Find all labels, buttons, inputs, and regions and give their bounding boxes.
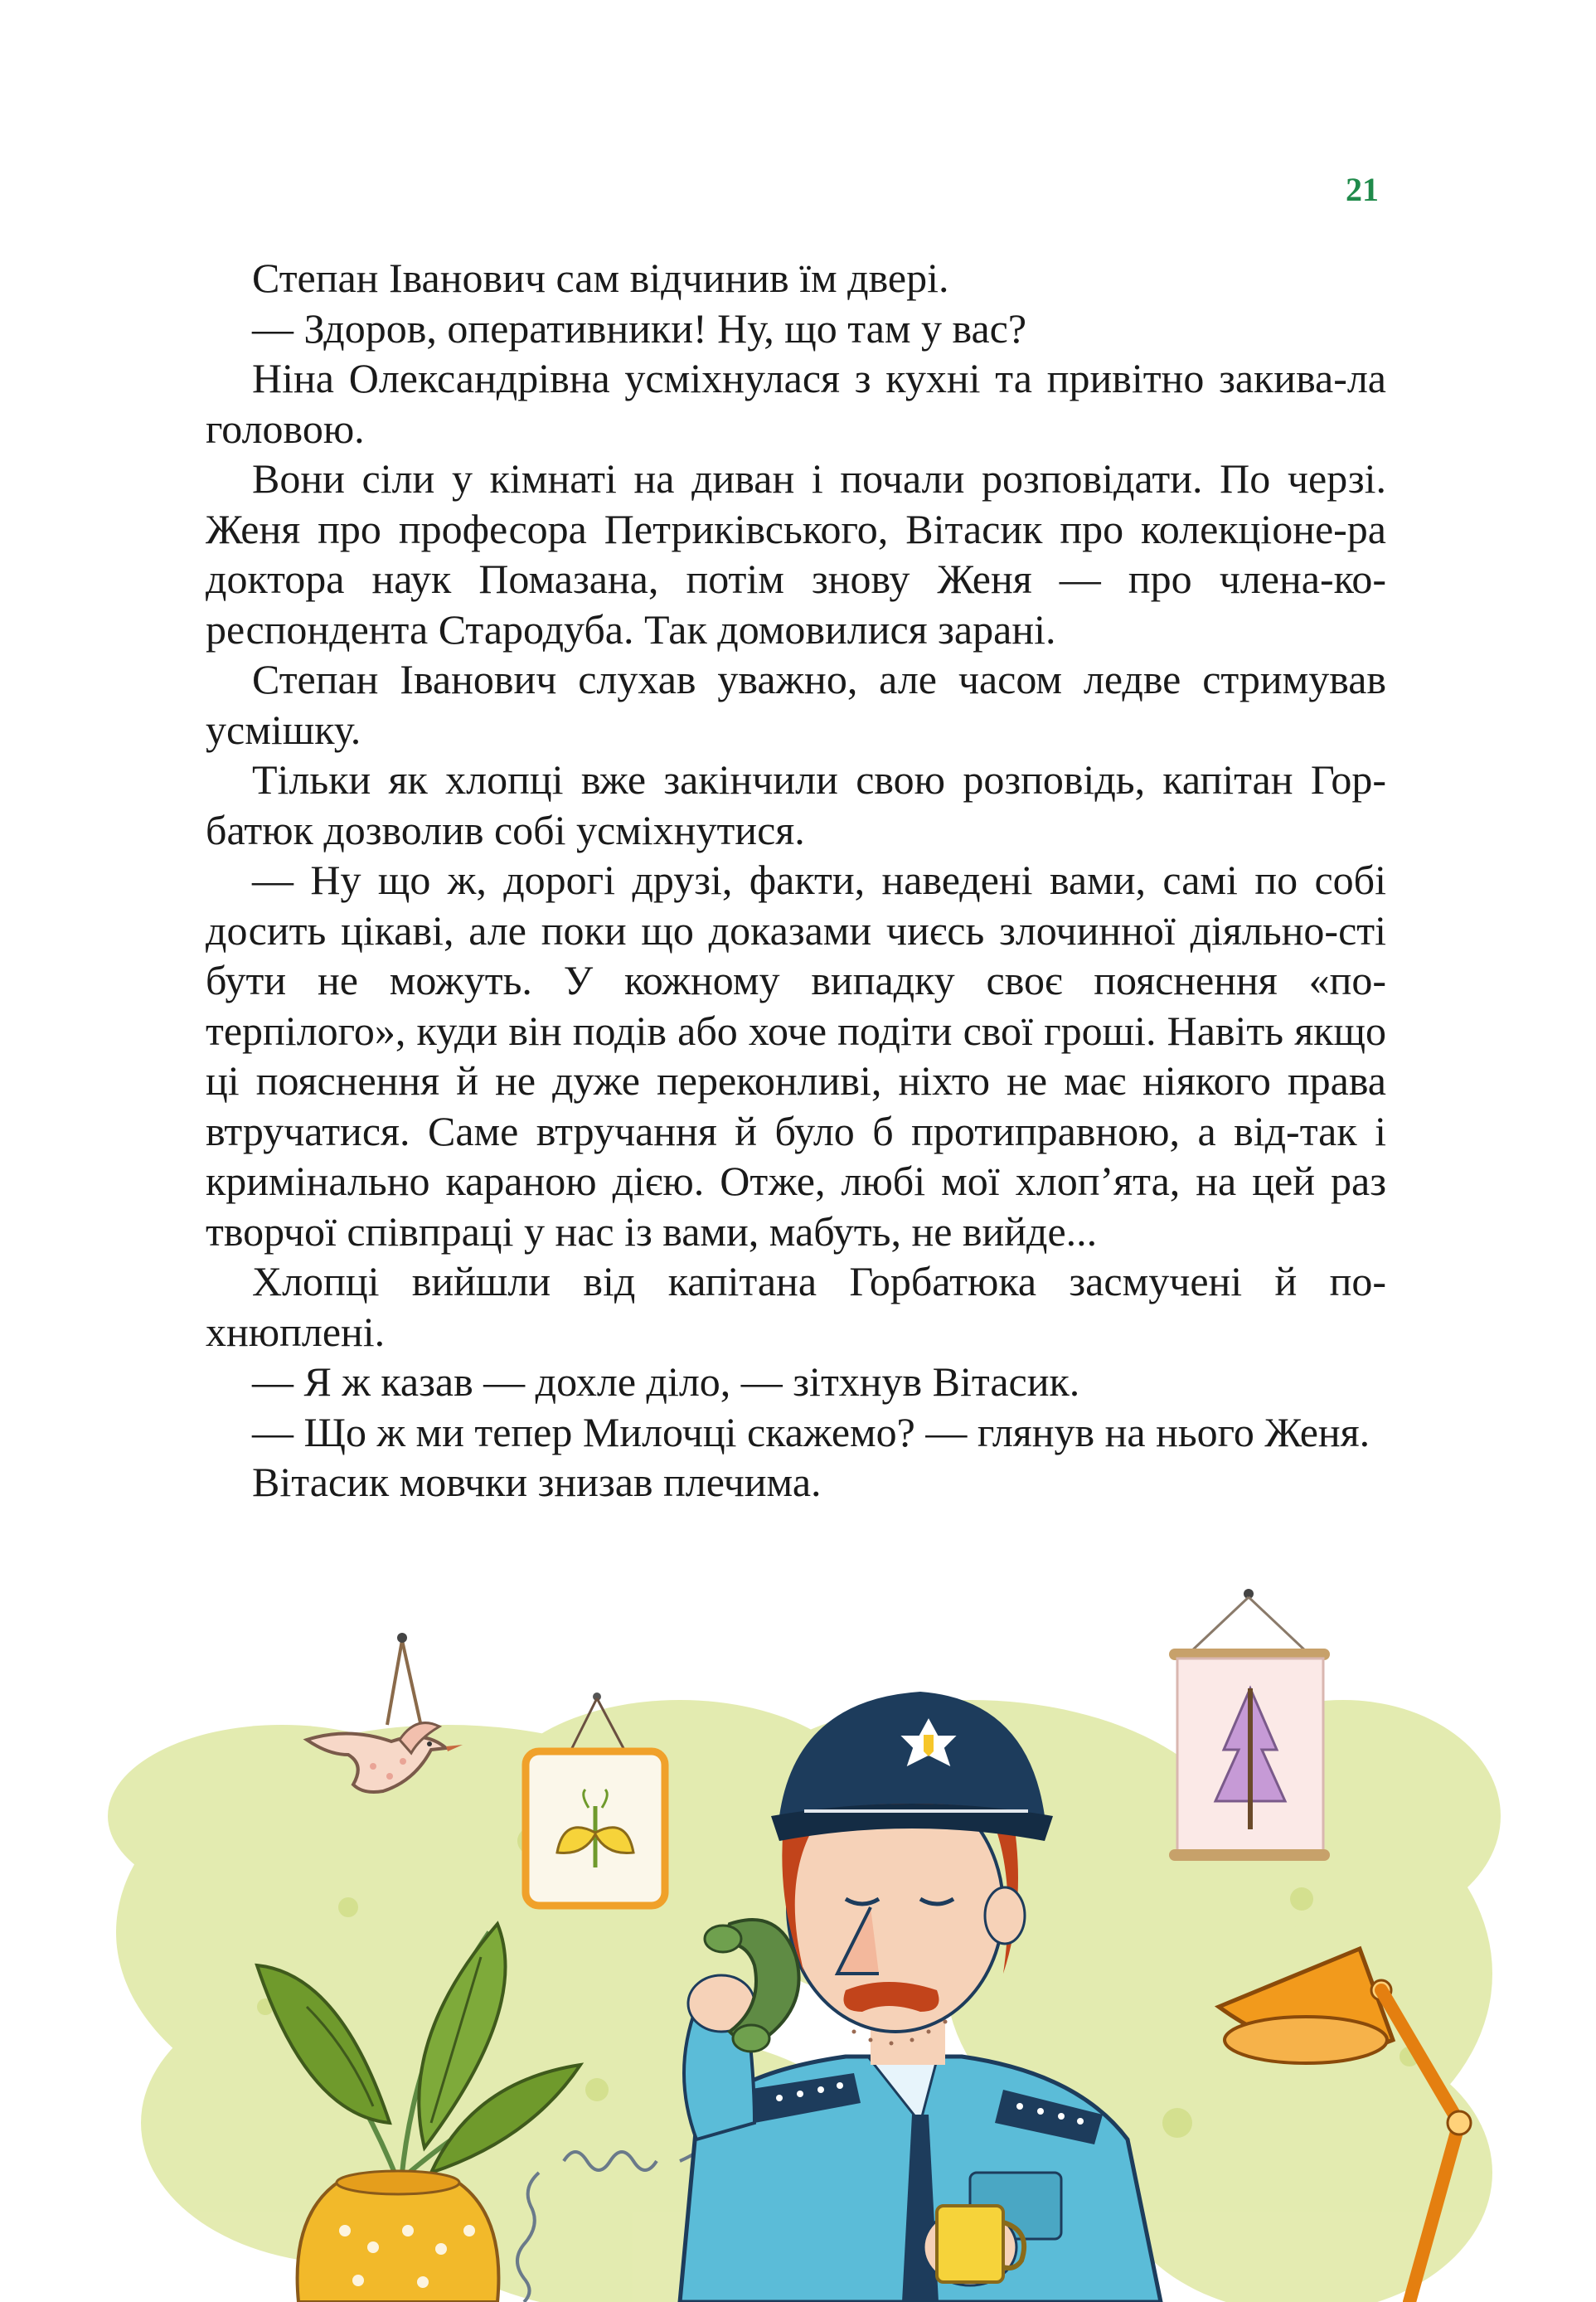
paragraph: Ніна Олександрівна усміхнулася з кухні та привітно закива-ла головою. (206, 355, 1386, 452)
illustration (99, 1542, 1509, 2302)
paragraph: Тільки як хлопці вже закінчили свою розповідь, капітан Гор-батюк дозволив собі усміхнутися. (206, 756, 1386, 853)
paragraph: Степан Іванович сам відчинив їм двері. (252, 255, 949, 301)
paragraph: — Я ж казав — дохле діло, — зітхнув Вітасик. (252, 1358, 1080, 1405)
paragraph: Хлопці вийшли від капітана Горбатюка засмучені й по-хнюплені. (206, 1258, 1386, 1355)
tree-icon (1169, 1589, 1330, 1861)
illustration-art (99, 1542, 1509, 2302)
vase (298, 2171, 499, 2302)
story-text (206, 253, 1386, 1508)
paragraph: — Здоров, оперативники! Ну, що там у вас? (252, 304, 1027, 352)
paragraph: Вітасик мовчки знизав плечима. (252, 1459, 822, 1505)
paragraph: Вони сіли у кімнаті на диван і почали розповідати. По черзі. Женя про професора Петриківського, Вітасик про колекціоне-ра доктора наук Помазана, потім знову Женя — про члена-ко-респондента Стародуба. Так домовилися зарані. (206, 455, 1386, 653)
paragraph: — Що ж ми тепер Милочці скажемо? — глянув на нього Женя. (252, 1408, 1370, 1455)
paragraph: Степан Іванович слухав уважно, але часом ледве стримував усмішку. (206, 656, 1386, 753)
page-number: 21 (1346, 171, 1379, 208)
paragraph: — Ну що ж, дорогі друзі, факти, наведені вами, самі по собі досить цікаві, але поки що доказами чиєсь злочинної діяльно-сті бути не можуть. У кожному випадку своє пояснення «по-терпілого», куди він подів або хоче подіти свої гроші. Навіть якщо ці пояснення й не дуже переконливі, ніхто не має ніякого права втручатися. Саме втручання й було б протиправною, а від-так і кримінально караною дією. Отже, любі мої хлоп’ята, на цей раз творчої співпраці у нас із вами, мабуть, не вийде... (206, 857, 1386, 1255)
